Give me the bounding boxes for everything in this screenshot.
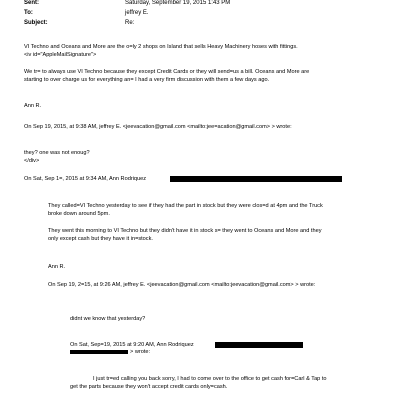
to-label: To: (24, 10, 33, 16)
body-line: they? one was not enoug? (24, 150, 90, 156)
body-line: VI Techno and Oceans and More are the o=ly 2 shops on Island that sells Heavy Machinery hoses with fittings. (24, 44, 298, 50)
redaction-bar (70, 350, 128, 354)
redaction-bar (215, 342, 303, 348)
quote-header: On Sep 19, 2015, at 9:38 AM, jeffrey E. <jeevacation@gmail.com <mailto:jee=acation@gmail.com> > wrote: (24, 124, 292, 130)
subject-label: Subject: (24, 20, 48, 26)
signature-name: Ann R. (24, 103, 42, 109)
signature-name: Ann R. (48, 264, 66, 270)
sent-label: Sent: (24, 0, 39, 6)
quote-header: On Sep 19, 2=15, at 9:26 AM, jeffrey E. <jeevacation@gmail.com <mailto:jeevacation@gmail.com> > wrote: (48, 282, 316, 288)
quote-wrote: > wrote: (130, 349, 151, 355)
body-line: </div> (24, 158, 40, 164)
body-line: starting to over charge us for everything an= I had a very firm discussion with them a few days ago. (24, 77, 270, 83)
sent-value: Saturday, September 19, 2015 1:43 PM (125, 0, 231, 6)
quote-header: On Sat, Sep 1=, 2015 at 9:34 AM, Ann Rodriquez (24, 176, 147, 182)
body-line: only except cash but they have it in=stock. (48, 236, 153, 242)
body-line: didnt we know that yesterday? (70, 316, 146, 322)
body-line: I just tr=ed calling you back sorry, I had to come over to the office to get cash for=Carl & Tap to (93, 376, 327, 382)
redaction-bar (170, 176, 342, 182)
body-line: broke down around 5pm. (48, 211, 110, 217)
quote-header: On Sat, Sep=19, 2015 at 9:20 AM, Ann Rodriquez (70, 342, 194, 348)
body-line: They called=VI Techno yesterday to see if they had the part in stock but they were clos=d at 4pm and the Truck (48, 203, 323, 209)
subject-value: Re: (125, 20, 135, 26)
body-line: We tr= to always use VI Techno because they except Credit Cards or they will send=us a bill. Oceans and More are (24, 69, 310, 75)
body-line: They went this morning to VI Techno but they didn't have it in stock s= they went to Oceans and More and they (48, 228, 322, 234)
body-line: <iv id="AppleMailSignature"> (24, 52, 97, 58)
to-value: jeffrey E. (125, 10, 149, 16)
body-line: get the parts because they won't accept credit cards only=cash. (70, 384, 228, 390)
